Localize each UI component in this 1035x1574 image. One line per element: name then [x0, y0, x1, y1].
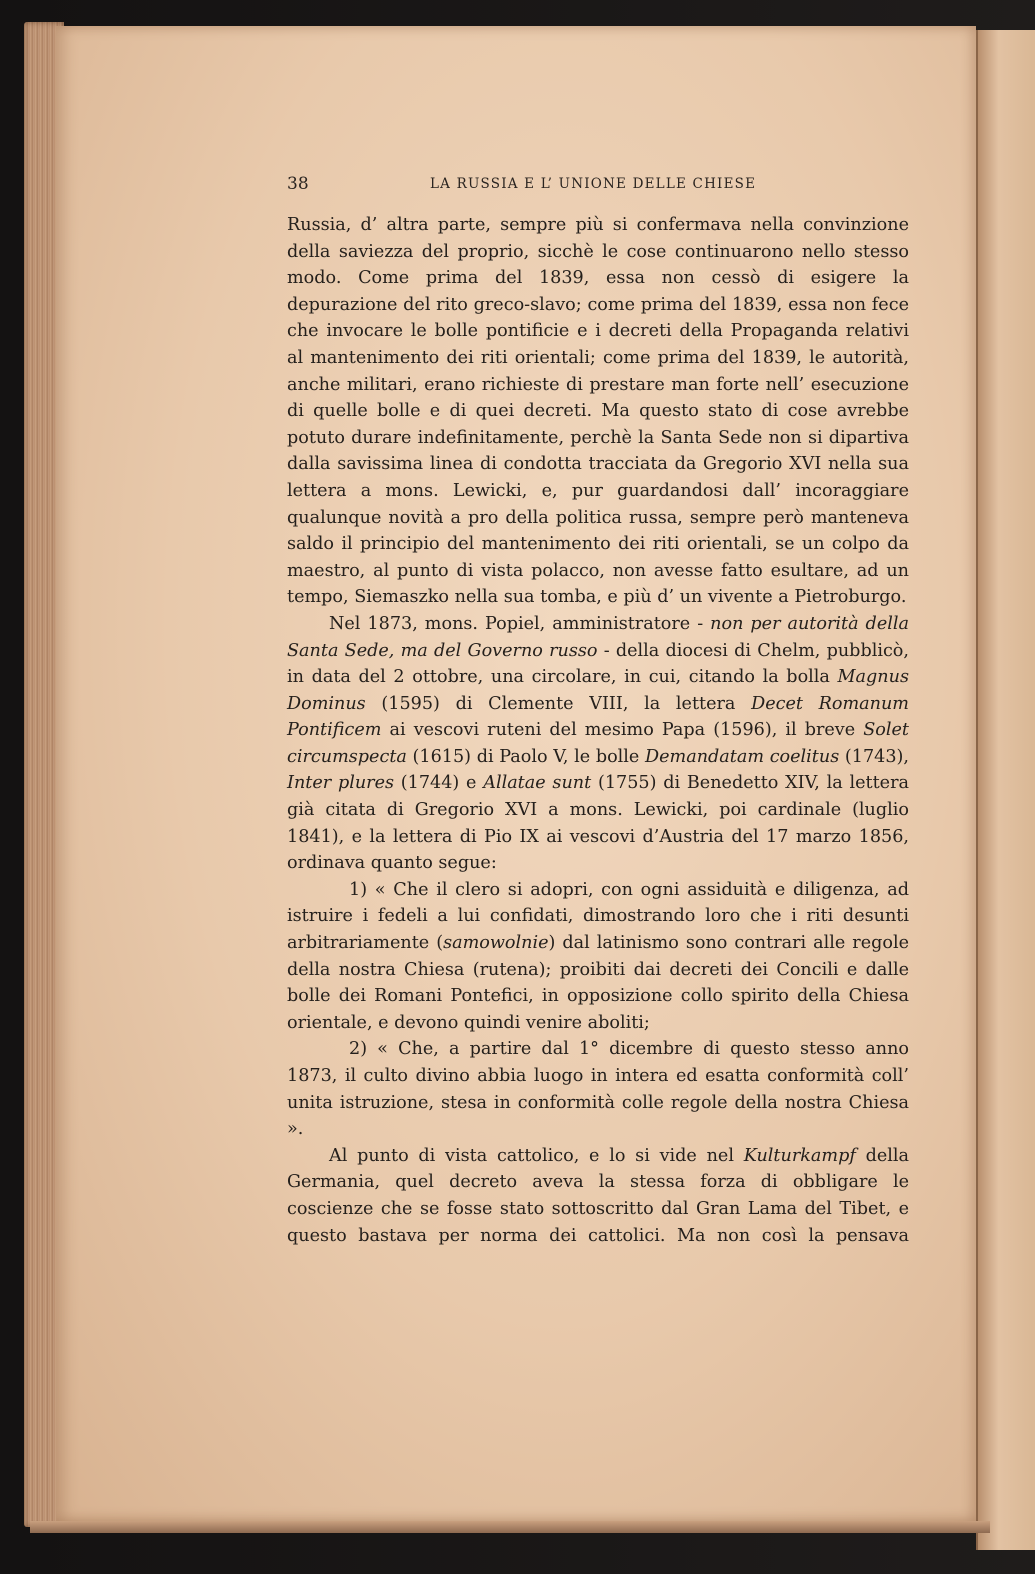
paragraph-5-text: Al punto di vista cattolico, e lo si vide nel	[329, 1145, 744, 1166]
list-item-2	[287, 1036, 909, 1142]
italic-title: Inter plures	[287, 773, 395, 794]
paragraph-1	[287, 212, 909, 611]
adjacent-page-edge	[976, 30, 1035, 1550]
list-item-1-text: ) dal latinismo sono contrari alle regole della nostra Chiesa (rutena); proibiti dai decreti dei Concili e dalle bolle dei Romani Pontefici, in opposizione collo spirito della Chiesa orientale, e devono quindi venire aboliti;	[287, 933, 909, 1033]
paragraph-2-text: (1755) di Benedetto XIV, la lettera già citata di Gregorio XVI a mons. Lewicki, poi cardinale (luglio 1841), e la lettera di Pio IX ai vescovi d’Austria del 17 marzo 1856, ordinava quanto segue:	[287, 773, 909, 874]
italic-title: Allatae sunt	[483, 773, 592, 794]
list-item-1	[287, 877, 909, 1037]
italic-word: Kulturkampf	[743, 1145, 856, 1166]
paragraph-2-text: (1744) e	[394, 773, 484, 794]
running-title: LA RUSSIA E L’ UNIONE DELLE CHIESE	[430, 176, 757, 192]
body-text	[287, 212, 909, 1249]
paragraph-1-text: Russia, d’ altra parte, sempre più si confermava nella convinzione della saviezza del proprio, sicchè le cose continuarono nello stesso modo. Come prima del 1839, essa non cessò di esigere la depurazione del rito greco-slavo; come prima del 1839, essa non fece che invocare le bolle pontificie e i decreti della Propaganda relativi al mantenimento dei riti orientali; come prima del 1839, le autorità, anche militari, erano richieste di prestare man forte nell’ esecuzione di quelle bolle e di quei decreti. Ma questo stato di cose avrebbe potuto durare indefinitamente, perchè la Santa Sede non si dipartiva dalla savissima linea di condotta tracciata da Gregorio XVI nella sua lettera a mons. Lewicki, e, pur guardandosi dall’ incoraggiare qualunque novità a pro della politica russa, sempre però manteneva saldo il principio del mantenimento dei riti orientali, se un colpo da maestro, al punto di vista polacco, non avesse fatto esultare, ad un tempo, Siemaszko nella sua tomba, e più d’ un vivente a Pietroburgo.	[287, 215, 909, 608]
paragraph-2-text: (1595) di Clemente VIII, la lettera	[365, 693, 752, 714]
paragraph-2-text: - della diocesi di Chelm, pubblicò, in data del 2 ottobre, una circolare, in cui, citando la bolla	[287, 640, 909, 688]
italic-title: Decet Romanum Pontificem	[287, 693, 909, 741]
italic-phrase: non per autorità della Santa Sede, ma del Governo russo	[287, 613, 909, 661]
italic-title: Demandatam coelitus	[645, 746, 840, 767]
paragraph-2-text: (1743),	[839, 746, 909, 767]
italic-word: samowolnie	[443, 933, 549, 954]
page-number: 38	[287, 174, 309, 194]
paragraph-2-text: (1615) di Paolo V, le bolle	[406, 746, 646, 767]
italic-title: Solet circumspecta	[287, 720, 909, 767]
paragraph-5-text: della Germania, quel decreto aveva la stessa forza di obbligare le coscienze che se fosse stato sottoscritto dal Gran Lama del Tibet, e questo bastava per norma dei cattolici. Ma non così la pensava	[287, 1145, 910, 1246]
paragraph-2-text: ai vescovi ruteni del mesimo Papa (1596), il breve	[381, 720, 864, 741]
list-item-1-text: 1) « Che il clero si adopri, con ogni assiduità e diligenza, ad istruire i fedeli a lui confidati, dimostrando loro che i riti desunti arbitrariamente (	[287, 879, 909, 954]
paragraph-2	[287, 611, 909, 877]
paragraph-2-text: Nel 1873, mons. Popiel, amministratore -	[329, 613, 711, 634]
page-header	[287, 174, 907, 198]
book-bottom-edge	[30, 1521, 990, 1533]
list-item-2-text: 2) « Che, a partire dal 1° dicembre di questo stesso anno 1873, il culto divino abbia luogo in intera ed esatta conformità coll’ unita istruzione, stesa in conformità colle regole della nostra Chiesa ».	[287, 1039, 909, 1140]
italic-title: Magnus Dominus	[287, 667, 909, 714]
paragraph-5	[287, 1143, 909, 1249]
